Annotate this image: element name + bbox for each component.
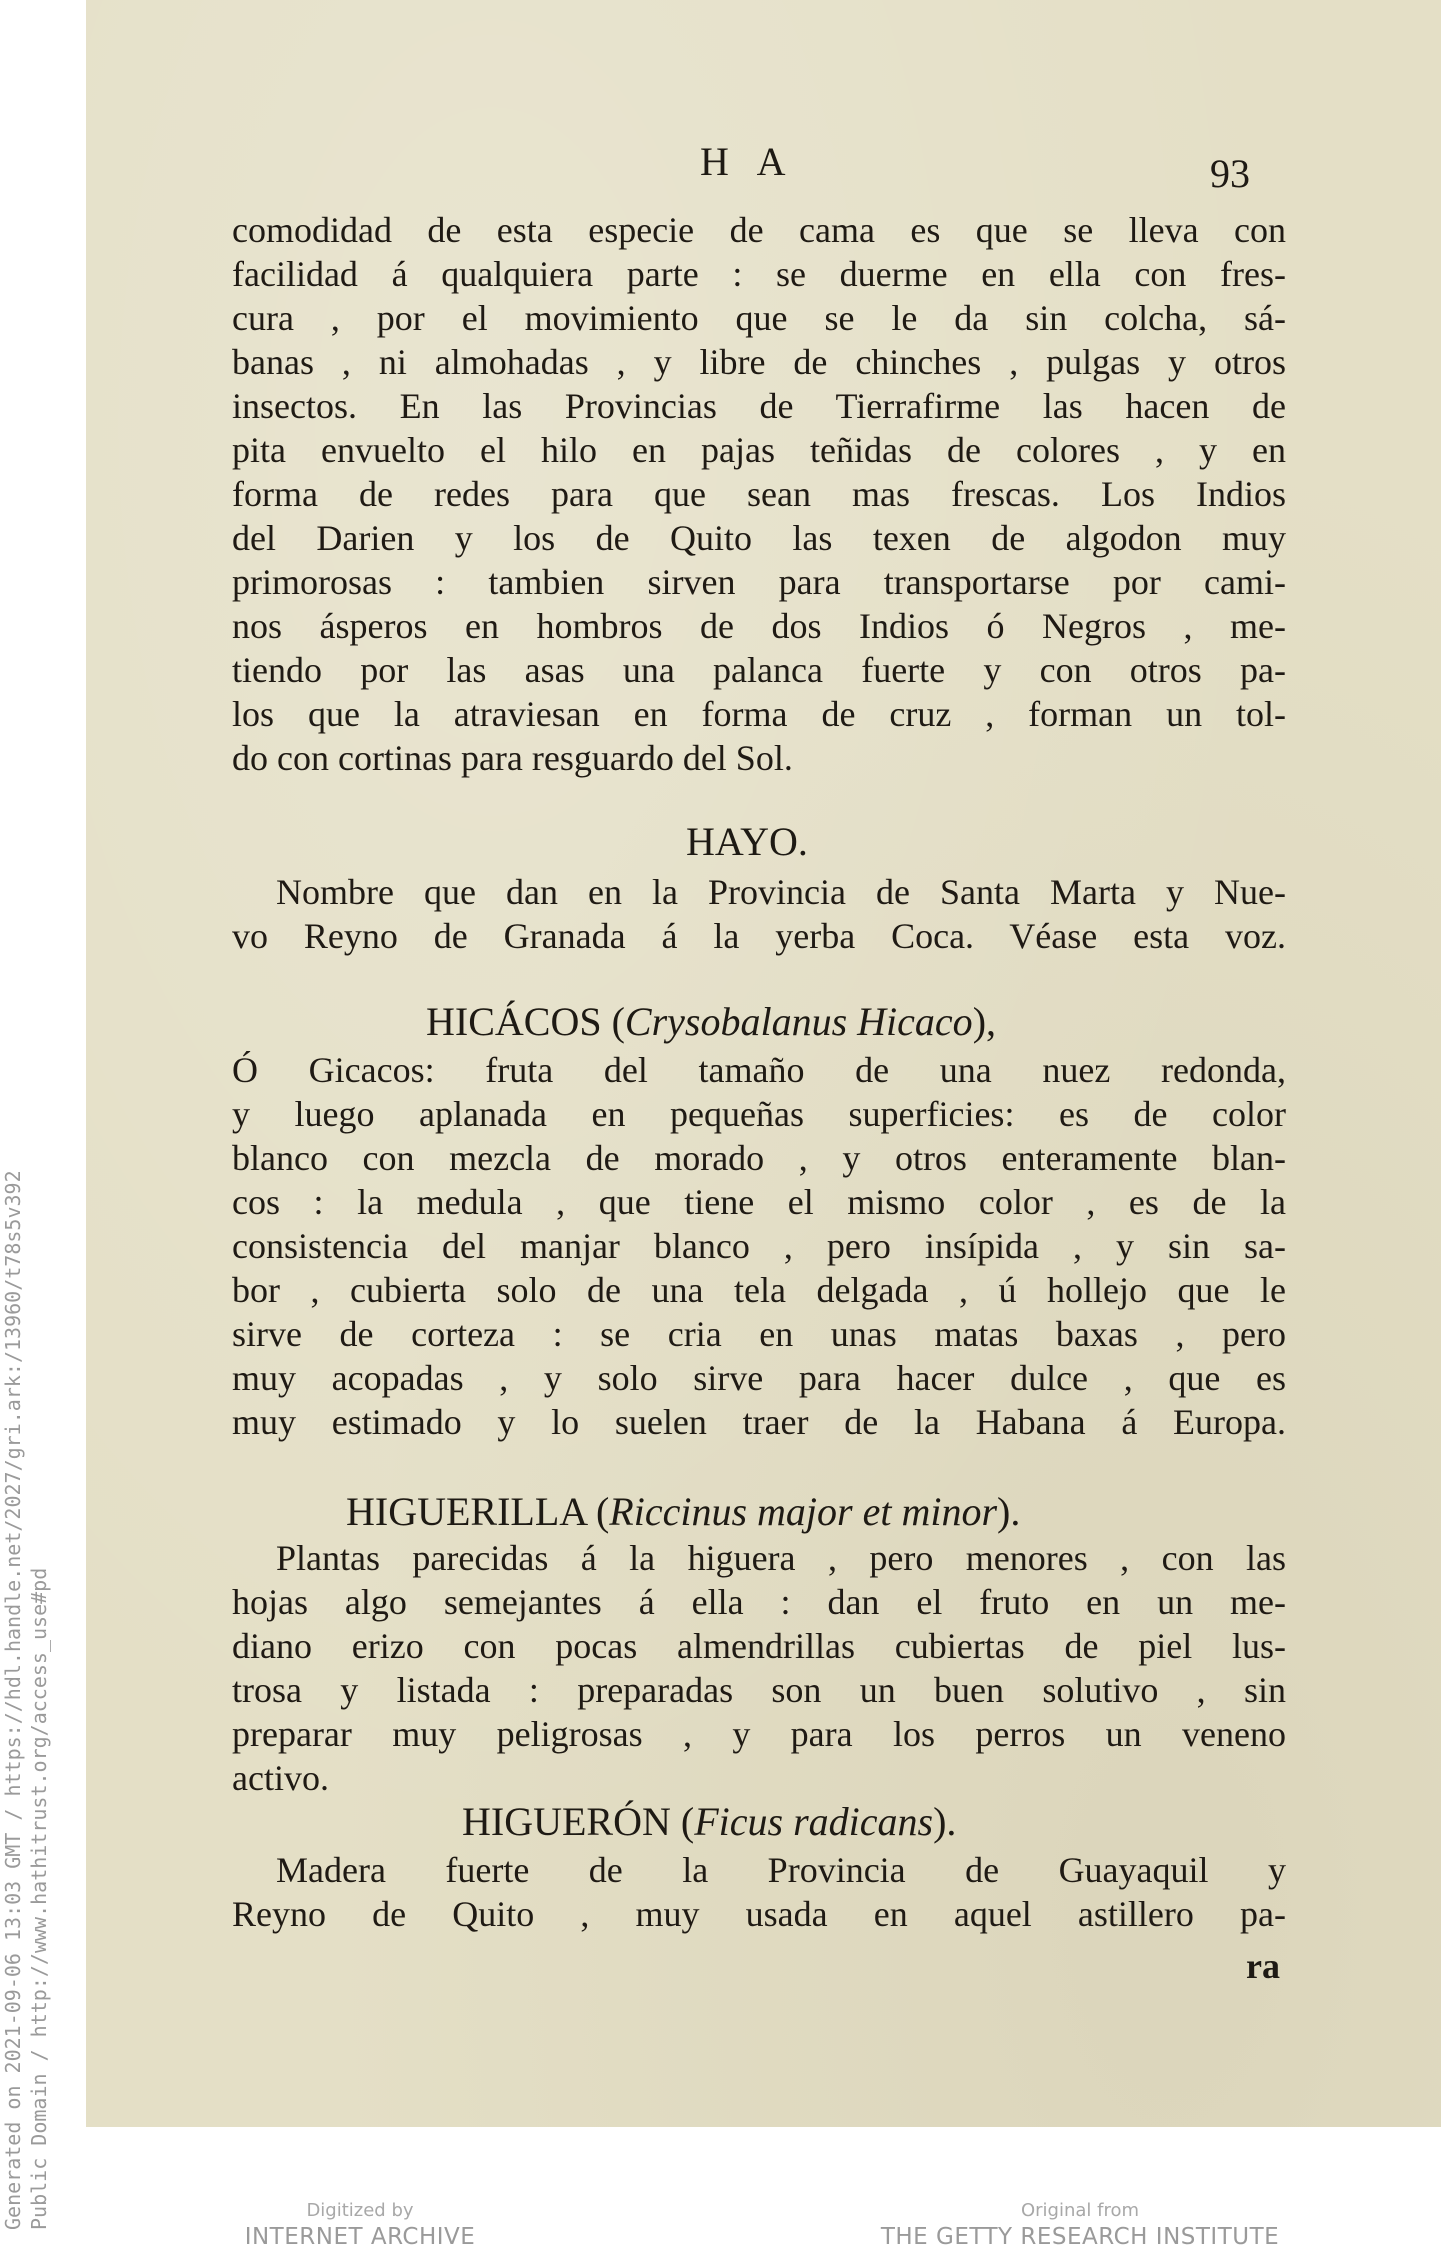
heading-word: HICÁCOS xyxy=(426,999,602,1044)
heading-word: HIGUERILLA xyxy=(346,1489,586,1534)
text-line: y luego aplanada en pequeñas superficies: es de color xyxy=(232,1094,1286,1134)
getty-institute-label: THE GETTY RESEARCH INSTITUTE xyxy=(880,2224,1280,2250)
digitized-by-label: Digitized by xyxy=(306,2200,414,2221)
original-from-label: Original from xyxy=(1020,2200,1140,2221)
entry-heading xyxy=(426,998,996,1046)
heading-paren-open: ( xyxy=(611,999,625,1044)
text-line: activo. xyxy=(232,1758,329,1798)
text-line: forma de redes para que sean mas frescas. Los Indios xyxy=(232,474,1286,514)
entry-heading xyxy=(462,1798,956,1846)
catchword: ra xyxy=(1246,1946,1280,1986)
text-line: Reyno de Quito , muy usada en aquel astillero pa- xyxy=(232,1894,1286,1934)
text-line: hojas algo semejantes á ella : dan el fruto en un me- xyxy=(232,1582,1286,1622)
heading-word: HIGUERÓN xyxy=(462,1799,671,1844)
page-number: 93 xyxy=(1210,151,1250,196)
text-line: del Darien y los de Quito las texen de algodon muy xyxy=(232,518,1286,558)
watermark-line: Generated on 2021-09-06 13:03 GMT / https://hdl.handle.net/2027/gri.ark:/13960/t78s5v392 xyxy=(1,1170,25,2230)
internet-archive-label: INTERNET ARCHIVE xyxy=(244,2224,476,2250)
text-line: los que la atraviesan en forma de cruz , forman un tol- xyxy=(232,694,1286,734)
text-line: bor , cubierta solo de una tela delgada , ú hollejo que le xyxy=(232,1270,1286,1310)
latin-name: Crysobalanus Hicaco xyxy=(624,999,973,1044)
text-line: sirve de corteza : se cria en unas matas baxas , pero xyxy=(232,1314,1286,1354)
generation-watermark xyxy=(0,1050,52,2230)
latin-name: Ficus radicans xyxy=(694,1799,934,1844)
running-head: H A xyxy=(700,139,796,184)
text-line: trosa y listada : preparadas son un buen solutivo , sin xyxy=(232,1670,1286,1710)
heading-paren-close: ). xyxy=(997,1489,1021,1534)
heading-paren-open: ( xyxy=(680,1799,695,1844)
text-line: Ó Gicacos: fruta del tamaño de una nuez redonda, xyxy=(232,1050,1286,1090)
text-line: muy acopadas , y solo sirve para hacer dulce , que es xyxy=(232,1358,1286,1398)
text-line: Madera fuerte de la Provincia de Guayaquil y xyxy=(276,1850,1286,1890)
watermark-line: Public Domain / http://www.hathitrust.org/access_use#pd xyxy=(27,1567,51,2230)
text-line: preparar muy peligrosas , y para los perros un veneno xyxy=(232,1714,1286,1754)
text-line: comodidad de esta especie de cama es que se lleva con xyxy=(232,210,1286,250)
latin-name: Riccinus major et minor xyxy=(609,1489,998,1534)
text-line: Plantas parecidas á la higuera , pero menores , con las xyxy=(276,1538,1286,1578)
text-line: vo Reyno de Granada á la yerba Coca. Véase esta voz. xyxy=(232,916,1286,956)
text-line: consistencia del manjar blanco , pero insípida , y sin sa- xyxy=(232,1226,1286,1266)
heading-paren-close: ), xyxy=(972,999,997,1044)
text-line: tiendo por las asas una palanca fuerte y con otros pa- xyxy=(232,650,1286,690)
entry-heading xyxy=(346,1488,1020,1536)
text-line: cos : la medula , que tiene el mismo color , es de la xyxy=(232,1182,1286,1222)
heading-paren-close: ). xyxy=(933,1799,957,1844)
text-line: primorosas : tambien sirven para transportarse por cami- xyxy=(232,562,1286,602)
entry-heading: HAYO. xyxy=(686,819,808,864)
text-line: banas , ni almohadas , y libre de chinches , pulgas y otros xyxy=(232,342,1286,382)
text-line: pita envuelto el hilo en pajas teñidas de colores , y en xyxy=(232,430,1286,470)
text-line: Nombre que dan en la Provincia de Santa Marta y Nue- xyxy=(276,872,1286,912)
text-line: insectos. En las Provincias de Tierrafirme las hacen de xyxy=(232,386,1286,426)
text-line: diano erizo con pocas almendrillas cubiertas de piel lus- xyxy=(232,1626,1286,1666)
text-line: nos ásperos en hombros de dos Indios ó Negros , me- xyxy=(232,606,1286,646)
text-line: cura , por el movimiento que se le da sin colcha, sá- xyxy=(232,298,1286,338)
text-line: blanco con mezcla de morado , y otros enteramente blan- xyxy=(232,1138,1286,1178)
heading-paren-open: ( xyxy=(595,1489,610,1534)
text-line: facilidad á qualquiera parte : se duerme en ella con fres- xyxy=(232,254,1286,294)
text-line: muy estimado y lo suelen traer de la Habana á Europa. xyxy=(232,1402,1286,1442)
text-line: do con cortinas para resguardo del Sol. xyxy=(232,738,793,778)
